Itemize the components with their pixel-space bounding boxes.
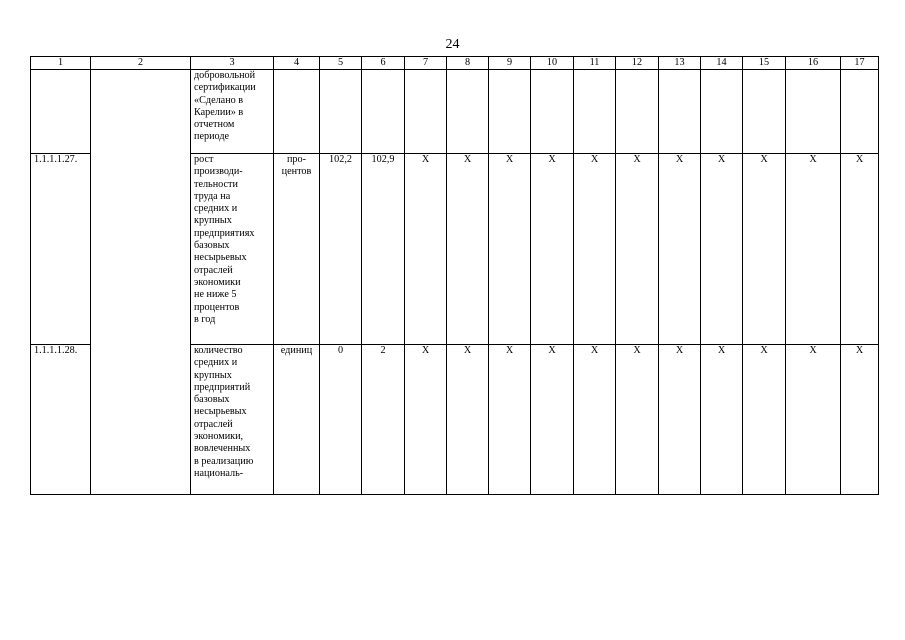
mark-cell: X xyxy=(574,154,616,345)
text-line: в реализацию xyxy=(194,455,254,467)
mark-cell: X xyxy=(447,345,489,495)
column-number: 14 xyxy=(701,57,743,70)
value-col-6 xyxy=(362,70,405,154)
mark-cell: X xyxy=(405,154,447,345)
text-line: экономики xyxy=(194,276,241,288)
mark-cell: X xyxy=(786,154,841,345)
column-number: 4 xyxy=(274,57,320,70)
indicators-table xyxy=(30,56,879,495)
text-line: националь- xyxy=(194,467,244,479)
column-number: 6 xyxy=(362,57,405,70)
value-col-6: 2 xyxy=(362,345,405,495)
mark-cell xyxy=(531,70,574,154)
text-line: несырьевых xyxy=(194,406,247,418)
text-line: периоде xyxy=(194,131,230,143)
indicator-name-cell xyxy=(191,345,274,495)
mark-cell: X xyxy=(616,154,659,345)
text-line: предприятий xyxy=(194,381,251,393)
unit-cell xyxy=(274,70,320,154)
mark-cell: X xyxy=(659,154,701,345)
indicator-name-cell xyxy=(191,70,274,154)
page-number: 24 xyxy=(445,37,460,52)
value-col-5 xyxy=(320,70,362,154)
mark-cell: X xyxy=(701,345,743,495)
mark-cell: X xyxy=(659,345,701,495)
column-number: 2 xyxy=(91,57,191,70)
text-line: тельности xyxy=(194,178,238,190)
text-line: предприятиях xyxy=(194,227,255,239)
text-line: базовых xyxy=(194,394,230,406)
mark-cell xyxy=(701,70,743,154)
column-number: 16 xyxy=(786,57,841,70)
column-number: 1 xyxy=(31,57,91,70)
column-2-cell xyxy=(91,70,191,495)
column-number: 17 xyxy=(841,57,879,70)
mark-cell: X xyxy=(531,154,574,345)
text-line: производи- xyxy=(194,166,243,178)
text-line: отчетном xyxy=(194,119,235,131)
text-line: средних и xyxy=(194,357,238,369)
mark-cell: X xyxy=(786,345,841,495)
mark-cell: X xyxy=(531,345,574,495)
value-col-5: 0 xyxy=(320,345,362,495)
text-line: отраслей xyxy=(194,418,233,430)
text-line: экономики, xyxy=(194,431,244,443)
column-number-row xyxy=(31,57,879,70)
value-col-5: 102,2 xyxy=(320,154,362,345)
text-line: добровольной xyxy=(194,70,256,81)
mark-cell xyxy=(489,70,531,154)
mark-cell: X xyxy=(489,345,531,495)
text-line: количество xyxy=(194,345,243,356)
unit-cell xyxy=(274,154,320,345)
mark-cell: X xyxy=(743,154,786,345)
text-line: несырьевых xyxy=(194,252,247,264)
column-number: 13 xyxy=(659,57,701,70)
row-number-cell xyxy=(31,70,91,154)
mark-cell: X xyxy=(405,345,447,495)
mark-cell: X xyxy=(841,154,879,345)
value-col-6: 102,9 xyxy=(362,154,405,345)
mark-cell xyxy=(659,70,701,154)
text-line: средних и xyxy=(194,203,238,215)
column-number: 5 xyxy=(320,57,362,70)
row-number-cell: 1.1.1.1.27. xyxy=(31,154,91,345)
mark-cell xyxy=(841,70,879,154)
text-line: крупных xyxy=(194,215,232,227)
mark-cell xyxy=(743,70,786,154)
text-line: в год xyxy=(194,313,216,325)
mark-cell: X xyxy=(574,345,616,495)
mark-cell: X xyxy=(447,154,489,345)
text-line: сертификации xyxy=(194,82,256,94)
column-number: 12 xyxy=(616,57,659,70)
column-number: 3 xyxy=(191,57,274,70)
text-line: единиц xyxy=(280,345,313,356)
text-line: отраслей xyxy=(194,264,233,276)
mark-cell xyxy=(574,70,616,154)
mark-cell: X xyxy=(489,154,531,345)
text-line: вовлеченных xyxy=(194,443,251,455)
text-line: про- xyxy=(286,154,307,165)
mark-cell: X xyxy=(616,345,659,495)
column-number: 15 xyxy=(743,57,786,70)
mark-cell xyxy=(447,70,489,154)
column-number: 7 xyxy=(405,57,447,70)
mark-cell: X xyxy=(743,345,786,495)
text-line: труда на xyxy=(194,190,231,202)
text-line: «Сделано в xyxy=(194,94,244,106)
mark-cell xyxy=(616,70,659,154)
text-line: рост xyxy=(194,154,214,165)
mark-cell xyxy=(786,70,841,154)
text-line: крупных xyxy=(194,369,232,381)
text-line: центов xyxy=(281,166,312,178)
text-line: процентов xyxy=(194,301,240,313)
unit-cell xyxy=(274,345,320,495)
mark-cell: X xyxy=(701,154,743,345)
indicator-name-cell xyxy=(191,154,274,345)
mark-cell xyxy=(405,70,447,154)
column-number: 8 xyxy=(447,57,489,70)
mark-cell: X xyxy=(841,345,879,495)
text-line: не ниже 5 xyxy=(194,289,237,301)
column-number: 10 xyxy=(531,57,574,70)
row-number-cell: 1.1.1.1.28. xyxy=(31,345,91,495)
text-line: базовых xyxy=(194,240,230,252)
column-number: 9 xyxy=(489,57,531,70)
table-row xyxy=(31,70,879,154)
text-line: Карелии» в xyxy=(194,106,244,118)
column-number: 11 xyxy=(574,57,616,70)
